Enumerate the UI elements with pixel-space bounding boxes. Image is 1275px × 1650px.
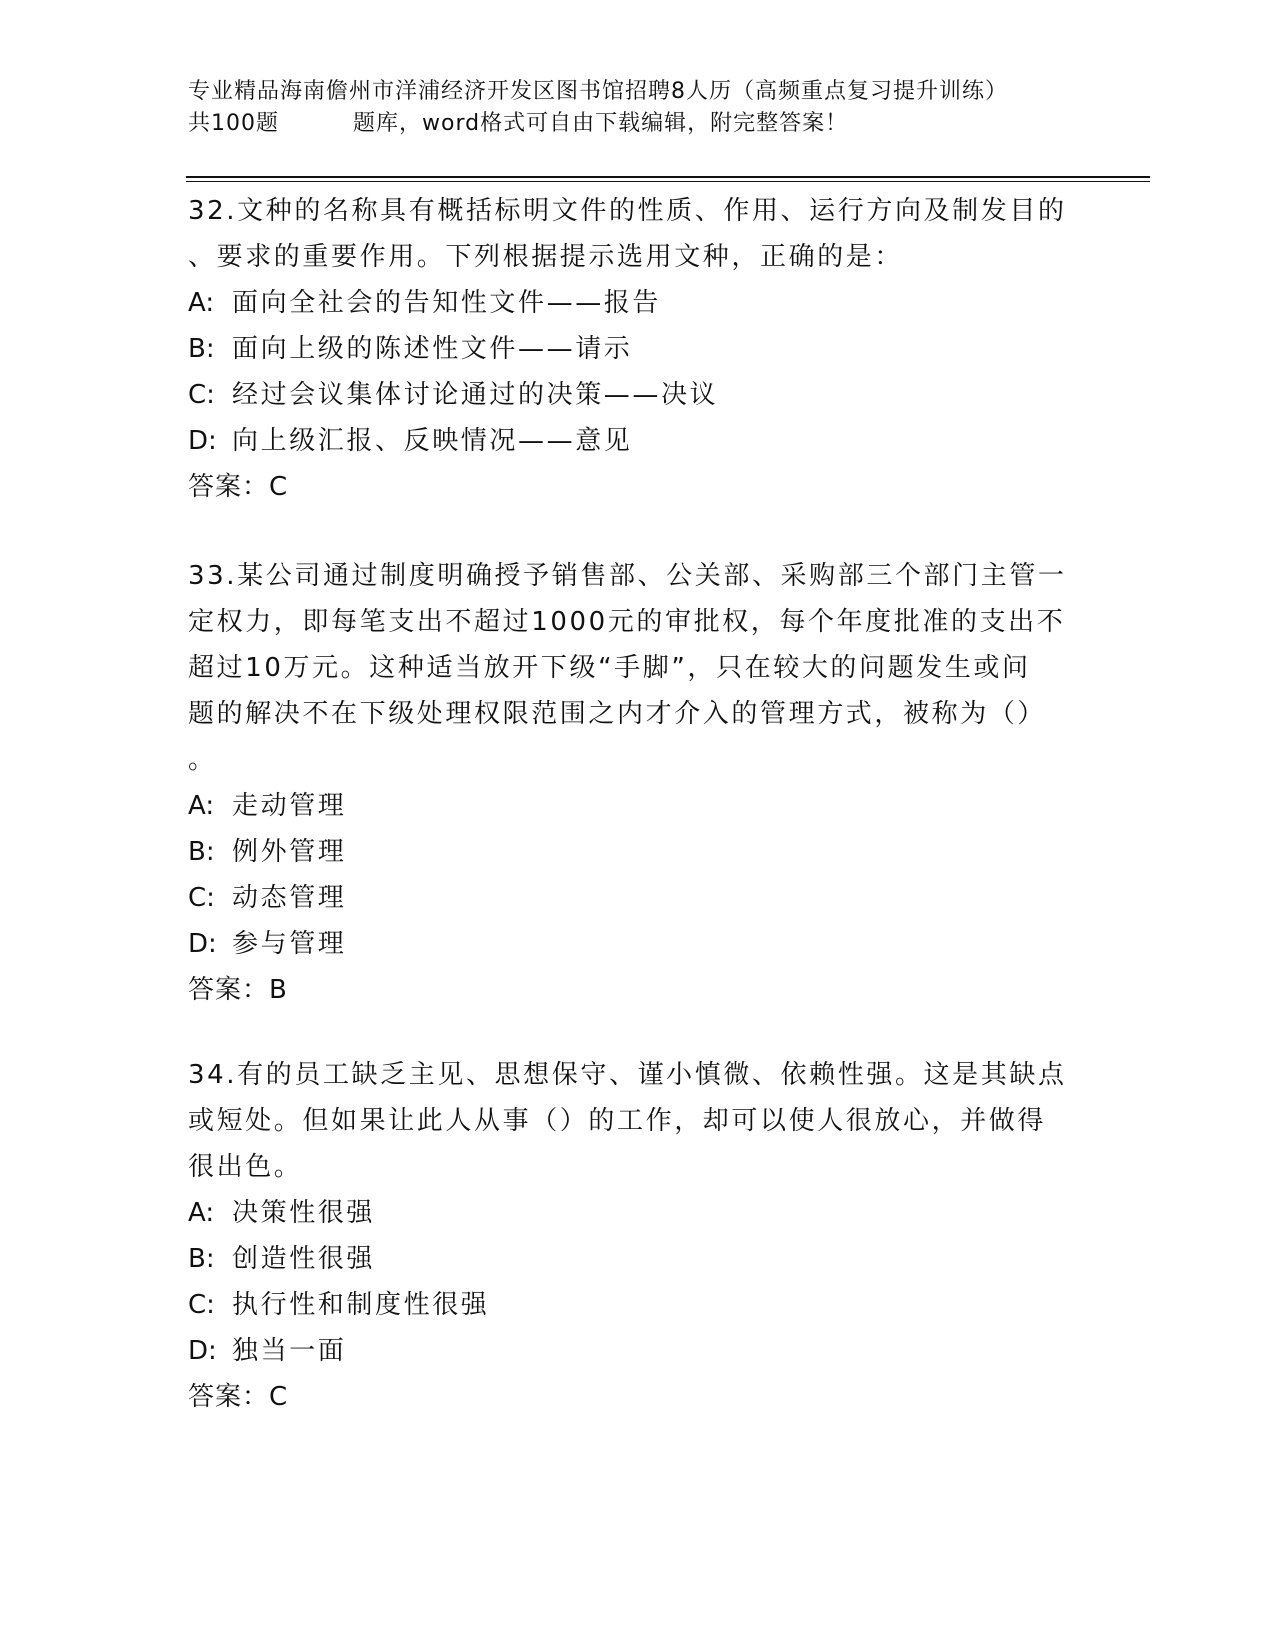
answer-line: 答案：C [188,472,289,502]
option-a [188,783,1088,829]
option-letter: B: [188,1244,215,1274]
option-letter: A: [188,791,215,821]
header-subtitle-line [188,108,1088,140]
option-text: 创造性很强 [232,1244,376,1274]
option-letter: C: [188,380,215,410]
option-text: 参与管理 [232,929,347,959]
option-text: 动态管理 [232,883,347,913]
option-letter: B: [188,334,215,364]
option-text: 经过会议集体讨论通过的决策——决议 [232,380,719,410]
option-a [188,1190,1088,1236]
question-stem-line: 很出色。 [188,1152,303,1182]
option-letter: A: [188,1198,215,1228]
question-stem-line: 超过10万元。这种适当放开下级“手脚”，只在较大的问题发生或问 [188,653,1031,683]
option-b [188,829,1088,875]
option-text: 向上级汇报、反映情况——意见 [232,426,633,456]
question-stem-line: 、要求的重要作用。下列根据提示选用文种，正确的是： [188,242,904,272]
option-text: 独当一面 [232,1336,347,1366]
option-letter: B: [188,837,215,867]
option-c [188,875,1088,921]
option-d [188,418,1088,464]
question-stem-line: 定权力，即每笔支出不超过1000元的审批权，每个年度批准的支出不 [188,607,1066,637]
question-stem-line: 34.有的员工缺乏主见、思想保守、谨小慎微、依赖性强。这是其缺点 [188,1060,1067,1090]
header-question-count: 共100题 [188,111,279,136]
header-divider-thick [186,176,1150,178]
option-letter: C: [188,1290,215,1320]
option-text: 面向全社会的告知性文件——报告 [232,288,662,318]
question-stem-line: 33.某公司通过制度明确授予销售部、公关部、采购部三个部门主管一 [188,561,1067,591]
option-text: 例外管理 [232,837,347,867]
option-c [188,1282,1088,1328]
option-letter: D: [188,1336,217,1366]
option-text: 决策性很强 [232,1198,376,1228]
option-c [188,372,1088,418]
document-header [188,76,1088,140]
header-description: 题库，word格式可自由下载编辑，附完整答案！ [353,111,849,136]
option-text: 走动管理 [232,791,347,821]
question-stem-line: 或短处。但如果让此人从事（）的工作，却可以使人很放心，并做得 [188,1106,1047,1136]
option-letter: A: [188,288,215,318]
answer-line: 答案：B [188,975,288,1005]
question-block [188,1052,1088,1420]
header-divider-thin [186,181,1150,182]
answer-line: 答案：C [188,1382,289,1412]
question-block [188,553,1088,1013]
question-stem-line: 题的解决不在下级处理权限范围之内才介入的管理方式，被称为（） [188,699,1047,729]
option-letter: D: [188,929,217,959]
question-stem-line: 32.文种的名称具有概括标明文件的性质、作用、运行方向及制发目的 [188,196,1067,226]
option-d [188,921,1088,967]
option-letter: C: [188,883,215,913]
option-text: 执行性和制度性很强 [232,1290,490,1320]
question-stem-line: 。 [188,745,217,775]
option-b [188,326,1088,372]
option-letter: D: [188,426,217,456]
option-text: 面向上级的陈述性文件——请示 [232,334,633,364]
question-block [188,188,1088,510]
option-d [188,1328,1088,1374]
option-b [188,1236,1088,1282]
header-title-line: 专业精品海南儋州市洋浦经济开发区图书馆招聘8人历（高频重点复习提升训练） [188,79,1008,104]
option-a [188,280,1088,326]
